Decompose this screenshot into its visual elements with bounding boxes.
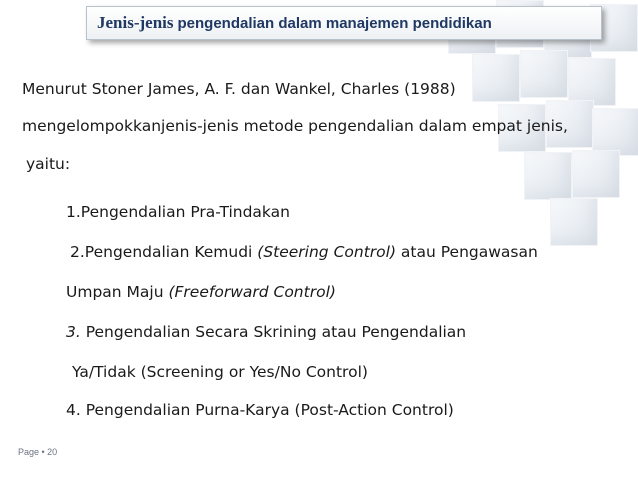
list-item-3-text: Pengendalian Secara Skrining atau Pengendalian <box>80 323 467 341</box>
intro-line-3: yaitu: <box>26 155 71 173</box>
list-item-3-continuation: Ya/Tidak (Screening or Yes/No Control) <box>72 363 368 381</box>
list-item-2-text: 2.Pengendalian Kemudi <box>70 243 258 261</box>
list-item-2 <box>70 243 538 261</box>
intro-line-2: mengelompokkanjenis-jenis metode pengendalian dalam empat jenis, <box>22 117 568 135</box>
list-item-1: 1.Pengendalian Pra-Tindakan <box>66 203 290 221</box>
title-sans-part: pengendalian dalam manajemen pendidikan <box>177 14 492 32</box>
list-item-2-italic: (Steering Control) <box>257 243 396 261</box>
title-serif-part: Jenis-jenis <box>97 13 174 32</box>
list-item-2-cont-text: Umpan Maju <box>66 283 169 301</box>
page-number: Page • 20 <box>18 447 58 457</box>
list-item-2-rest: atau Pengawasan <box>396 243 538 261</box>
slide-title <box>86 6 602 40</box>
list-item-2-continuation <box>66 283 336 301</box>
intro-line-1: Menurut Stoner James, A. F. dan Wankel, Charles (1988) <box>22 80 456 98</box>
list-item-2-cont-italic: (Freeforward Control) <box>168 283 336 301</box>
list-item-3-number: 3. <box>66 323 81 341</box>
list-item-3 <box>66 323 466 341</box>
list-item-4: 4. Pengendalian Purna-Karya (Post-Action Control) <box>66 401 454 419</box>
